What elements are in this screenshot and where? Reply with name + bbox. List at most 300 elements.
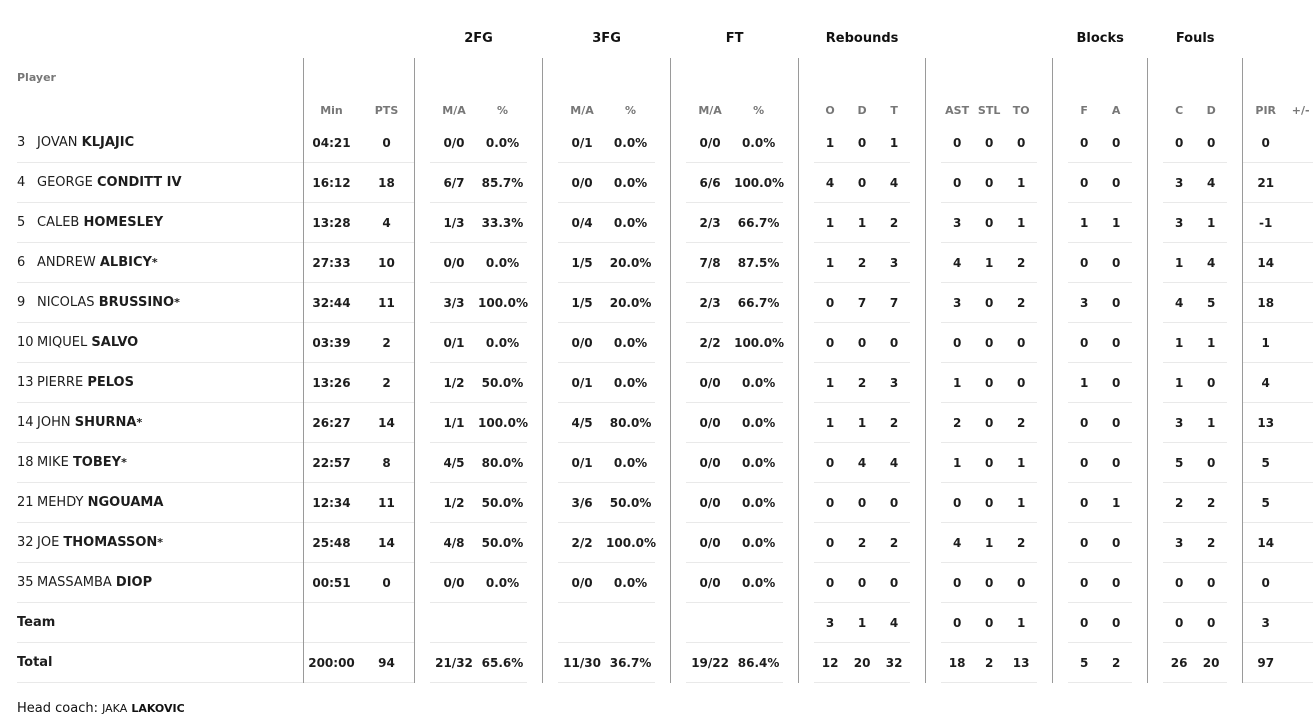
player-name-cell[interactable] [17,323,303,363]
player-name-cell[interactable] [17,203,303,243]
player-row[interactable] [17,203,1313,243]
spacer [1037,123,1052,163]
player-name-cell[interactable] [17,403,303,443]
spacer [543,483,558,523]
spacer [1053,523,1068,563]
cell-ft-ma: 6/6 [686,163,734,203]
cell-reb-t: 2 [878,403,910,443]
spacer [910,443,925,483]
player-row[interactable] [17,323,1313,363]
cell-reb-t: 0 [878,323,910,363]
cell-ft-ma: 2/2 [686,323,734,363]
cell-foul-d: 1 [1195,323,1227,363]
player-row[interactable] [17,243,1313,283]
cell-stl: 2 [973,643,1005,683]
player-last-name: DIOP [115,575,153,590]
spacer [1227,123,1242,163]
cell-reb-o: 0 [814,323,846,363]
cell-fg3-ma: 0/1 [558,443,606,483]
player-number: 35 [17,575,34,590]
cell-ast: 0 [941,483,973,523]
player-number: 3 [17,135,26,150]
spacer [527,443,542,483]
cell-blk-f: 1 [1068,363,1100,403]
spacer [926,443,941,483]
header-ft-pct[interactable]: % [753,104,765,117]
spacer [783,283,798,323]
cell-fg3-pct: 36.7% [606,643,655,683]
cell-plus-minus [1288,603,1313,643]
spacer [783,603,798,643]
cell-stl: 0 [973,283,1005,323]
player-name-cell[interactable] [17,523,303,563]
player-last-name: THOMASSON [63,535,158,550]
spacer [1132,163,1147,203]
spacer [1037,283,1052,323]
spacer [799,163,814,203]
cell-reb-t: 3 [878,243,910,283]
player-name-cell[interactable] [17,163,303,203]
cell-reb-d: 0 [846,323,878,363]
cell-pir: 5 [1243,483,1288,523]
header-2fg-ma[interactable]: M/A [442,104,466,117]
spacer [415,123,430,163]
player-row[interactable] [17,163,1313,203]
spacer [1037,603,1052,643]
cell-ast: 4 [941,243,973,283]
spacer [527,563,542,603]
cell-to: 1 [1005,603,1037,643]
cell-blk-f: 0 [1068,323,1100,363]
cell-reb-t: 0 [878,483,910,523]
player-number: 18 [17,455,34,470]
cell-reb-o: 12 [814,643,846,683]
cell-reb-t: 32 [878,643,910,683]
player-first-name: GEORGE [37,175,93,190]
cell-reb-d: 4 [846,443,878,483]
cell-min: 12:34 [304,483,359,523]
cell-pir: 3 [1243,603,1288,643]
cell-blk-a: 1 [1100,483,1132,523]
cell-fg2-pct: 100.0% [478,403,527,443]
cell-stl: 0 [973,163,1005,203]
spacer [671,123,686,163]
cell-fg3-pct: 80.0% [606,403,655,443]
spacer [543,363,558,403]
spacer [1148,363,1163,403]
cell-to: 2 [1005,523,1037,563]
cell-ft-ma: 0/0 [686,523,734,563]
cell-pir: 18 [1243,283,1288,323]
total-row-label: Total [17,643,303,683]
player-last-name: HOMESLEY [83,215,164,230]
cell-blk-f: 0 [1068,123,1100,163]
spacer [926,483,941,523]
spacer [926,243,941,283]
spacer [655,603,670,643]
spacer [543,523,558,563]
spacer [671,563,686,603]
cell-reb-o: 1 [814,203,846,243]
cell-fg3-ma: 0/0 [558,323,606,363]
player-first-name: MEHDY [37,495,84,510]
cell-stl: 1 [973,243,1005,283]
spacer [655,123,670,163]
cell-pir: 13 [1243,403,1288,443]
cell-fg2-pct: 65.6% [478,643,527,683]
cell-fg2-ma: 4/5 [430,443,478,483]
spacer [1148,123,1163,163]
cell-plus-minus [1288,243,1313,283]
header-blk-a[interactable]: A [1111,104,1121,117]
spacer [1053,483,1068,523]
cell-foul-c: 0 [1163,123,1195,163]
spacer [910,363,925,403]
spacer [1132,563,1147,603]
cell-ft-pct: 0.0% [734,483,783,523]
spacer [783,243,798,283]
spacer [1053,163,1068,203]
header-reb-o[interactable]: O [825,104,835,117]
spacer [543,243,558,283]
cell-fg3-ma: 0/0 [558,563,606,603]
spacer [415,363,430,403]
head-coach [17,701,185,716]
cell-ast: 0 [941,563,973,603]
cell-fg3-pct: 0.0% [606,203,655,243]
cell-foul-d: 0 [1195,123,1227,163]
cell-blk-a: 0 [1100,403,1132,443]
spacer [1227,643,1242,683]
spacer [655,443,670,483]
cell-pts: 2 [359,363,414,403]
cell-fg3-pct: 0.0% [606,443,655,483]
player-number: 13 [17,375,34,390]
cell-reb-o: 0 [814,483,846,523]
cell-to: 1 [1005,163,1037,203]
cell-fg3-pct: 50.0% [606,483,655,523]
cell-fg2-ma: 1/2 [430,363,478,403]
cell-blk-a: 0 [1100,603,1132,643]
player-row[interactable] [17,403,1313,443]
spacer [783,483,798,523]
cell-to: 1 [1005,483,1037,523]
spacer [1132,243,1147,283]
spacer [799,403,814,443]
spacer [799,603,814,643]
cell-fg2-ma: 4/8 [430,523,478,563]
cell-pts: 18 [359,163,414,203]
cell-reb-d: 1 [846,203,878,243]
cell-fg2-pct: 100.0% [478,283,527,323]
spacer [799,483,814,523]
cell-reb-t: 1 [878,123,910,163]
cell-plus-minus [1288,483,1313,523]
cell-ft-pct: 86.4% [734,643,783,683]
header-to[interactable]: TO [1012,104,1030,117]
cell-foul-c: 1 [1163,243,1195,283]
cell-reb-d: 1 [846,403,878,443]
spacer [783,563,798,603]
spacer [415,643,430,683]
boxscore-table [17,28,1313,683]
spacer [543,603,558,643]
player-name-cell[interactable] [17,123,303,163]
header-reb-d[interactable]: D [857,104,867,117]
cell-blk-f: 0 [1068,243,1100,283]
header-ft-ma[interactable]: M/A [698,104,722,117]
player-last-name: SALVO [91,335,139,350]
cell-reb-t: 2 [878,203,910,243]
header-pts[interactable]: PTS [374,104,399,117]
player-row[interactable] [17,563,1313,603]
cell-fg3-ma: 2/2 [558,523,606,563]
cell-fg3-ma: 1/5 [558,243,606,283]
cell-foul-c: 0 [1163,563,1195,603]
cell-min: 200:00 [304,643,359,683]
cell-fg3-pct: 20.0% [606,283,655,323]
player-last-name: KLJAJIC [81,135,135,150]
player-name-cell[interactable] [17,363,303,403]
player-first-name: JOE [37,535,60,550]
spacer [783,403,798,443]
cell-foul-d: 0 [1195,443,1227,483]
spacer [1053,563,1068,603]
header-reb-t[interactable]: T [890,104,898,117]
player-number: 9 [17,295,26,310]
spacer [671,523,686,563]
spacer [799,643,814,683]
cell-fg2-ma: 0/1 [430,323,478,363]
cell-fg2-pct: 50.0% [478,363,527,403]
cell-plus-minus [1288,363,1313,403]
spacer [1148,283,1163,323]
cell-pir: 4 [1243,363,1288,403]
header-plus-minus[interactable]: +/- [1291,104,1310,117]
spacer [671,323,686,363]
spacer [655,203,670,243]
spacer [1227,323,1242,363]
spacer [527,123,542,163]
spacer [799,363,814,403]
spacer [527,643,542,683]
cell-fg3-ma: 0/1 [558,123,606,163]
spacer [910,163,925,203]
cell-reb-o: 4 [814,163,846,203]
cell-fg2-ma: 1/2 [430,483,478,523]
header-2fg-pct[interactable]: % [496,104,509,117]
cell-reb-t: 7 [878,283,910,323]
cell-min: 13:26 [304,363,359,403]
cell-stl: 0 [973,483,1005,523]
player-row[interactable] [17,283,1313,323]
spacer [799,443,814,483]
cell-fg3-pct: 0.0% [606,163,655,203]
cell-pts: 0 [359,563,414,603]
cell-foul-d: 2 [1195,523,1227,563]
header-foul-d[interactable]: D [1206,104,1216,117]
player-number: 32 [17,535,34,550]
cell-stl: 1 [973,523,1005,563]
spacer [655,363,670,403]
spacer [926,323,941,363]
spacer [1227,403,1242,443]
player-row[interactable] [17,443,1313,483]
spacer [926,523,941,563]
spacer [783,443,798,483]
cell-min: 13:28 [304,203,359,243]
header-stl[interactable]: STL [977,104,1001,117]
cell-ft-pct: 66.7% [734,203,783,243]
cell-fg3-ma [558,603,606,643]
cell-pts [359,603,414,643]
spacer [527,363,542,403]
header-3fg-pct[interactable]: % [625,104,637,117]
player-row[interactable] [17,523,1313,563]
cell-blk-a: 0 [1100,163,1132,203]
cell-pir: 21 [1243,163,1288,203]
starter-mark: * [136,416,143,429]
spacer [1037,563,1052,603]
cell-pts: 11 [359,283,414,323]
cell-ft-ma: 0/0 [686,403,734,443]
spacer [543,203,558,243]
spacer [799,563,814,603]
cell-ft-ma [686,603,734,643]
spacer [655,283,670,323]
cell-ast: 2 [941,403,973,443]
cell-fg3-ma: 0/0 [558,163,606,203]
cell-reb-t: 4 [878,163,910,203]
header-player[interactable]: Player [17,71,56,84]
spacer [415,483,430,523]
cell-fg2-pct: 0.0% [478,323,527,363]
cell-pts: 0 [359,123,414,163]
spacer [1148,403,1163,443]
player-last-name: TOBEY [72,455,122,470]
cell-foul-d: 2 [1195,483,1227,523]
spacer [1053,243,1068,283]
spacer [910,563,925,603]
cell-fg2-pct: 85.7% [478,163,527,203]
cell-reb-d: 0 [846,483,878,523]
cell-fg2-ma: 1/3 [430,203,478,243]
cell-ft-pct: 100.0% [734,323,783,363]
spacer [415,163,430,203]
player-name-cell[interactable] [17,443,303,483]
cell-ft-pct: 87.5% [734,243,783,283]
spacer [655,403,670,443]
spacer [527,283,542,323]
cell-plus-minus [1288,403,1313,443]
cell-reb-o: 3 [814,603,846,643]
spacer [655,323,670,363]
spacer [1132,403,1147,443]
header-pir[interactable]: PIR [1255,104,1277,117]
cell-ft-ma: 0/0 [686,363,734,403]
spacer [799,523,814,563]
cell-reb-o: 0 [814,523,846,563]
spacer [671,403,686,443]
cell-reb-d: 0 [846,163,878,203]
cell-reb-o: 0 [814,443,846,483]
spacer [1037,403,1052,443]
spacer [926,403,941,443]
spacer [1132,523,1147,563]
cell-blk-a: 1 [1100,203,1132,243]
header-foul-c[interactable]: C [1175,104,1184,117]
header-min[interactable]: Min [320,104,343,117]
cell-foul-d: 0 [1195,563,1227,603]
header-3fg-ma[interactable]: M/A [570,104,594,117]
spacer [527,483,542,523]
header-blk-f[interactable]: F [1080,104,1088,117]
player-row[interactable] [17,123,1313,163]
player-number: 6 [17,255,26,270]
cell-reb-o: 1 [814,123,846,163]
cell-reb-d: 0 [846,563,878,603]
spacer [1132,443,1147,483]
cell-min: 16:12 [304,163,359,203]
player-last-name: NGOUAMA [87,495,164,510]
cell-plus-minus [1288,203,1313,243]
cell-fg3-ma: 0/1 [558,363,606,403]
team-row [17,603,1313,643]
cell-ast: 3 [941,283,973,323]
cell-reb-t: 4 [878,443,910,483]
player-name-cell[interactable] [17,283,303,323]
cell-fg2-ma: 1/1 [430,403,478,443]
spacer [910,123,925,163]
spacer [1148,483,1163,523]
player-number: 4 [17,175,26,190]
player-first-name: CALEB [37,215,80,230]
cell-foul-c: 2 [1163,483,1195,523]
cell-ft-ma: 19/22 [686,643,734,683]
cell-foul-d: 0 [1195,603,1227,643]
cell-ft-ma: 0/0 [686,483,734,523]
spacer [527,163,542,203]
spacer [910,403,925,443]
cell-foul-c: 4 [1163,283,1195,323]
cell-pts: 4 [359,203,414,243]
player-name-cell[interactable] [17,243,303,283]
cell-min: 25:48 [304,523,359,563]
player-row[interactable] [17,363,1313,403]
player-last-name: SHURNA [74,415,137,430]
spacer [527,523,542,563]
cell-fg3-pct: 0.0% [606,363,655,403]
cell-fg3-ma: 4/5 [558,403,606,443]
player-row[interactable] [17,483,1313,523]
spacer [1132,283,1147,323]
header-ast[interactable]: AST [945,104,970,117]
player-name-cell[interactable] [17,563,303,603]
player-name-cell[interactable] [17,483,303,523]
cell-min: 22:57 [304,443,359,483]
cell-to: 2 [1005,243,1037,283]
cell-blk-a: 0 [1100,323,1132,363]
spacer [671,243,686,283]
cell-plus-minus [1288,523,1313,563]
cell-fg2-pct: 33.3% [478,203,527,243]
cell-fg2-pct [478,603,527,643]
spacer [1132,363,1147,403]
group-2fg: 2FG [464,31,493,46]
spacer [910,283,925,323]
cell-fg2-ma: 0/0 [430,563,478,603]
cell-ft-pct: 0.0% [734,523,783,563]
